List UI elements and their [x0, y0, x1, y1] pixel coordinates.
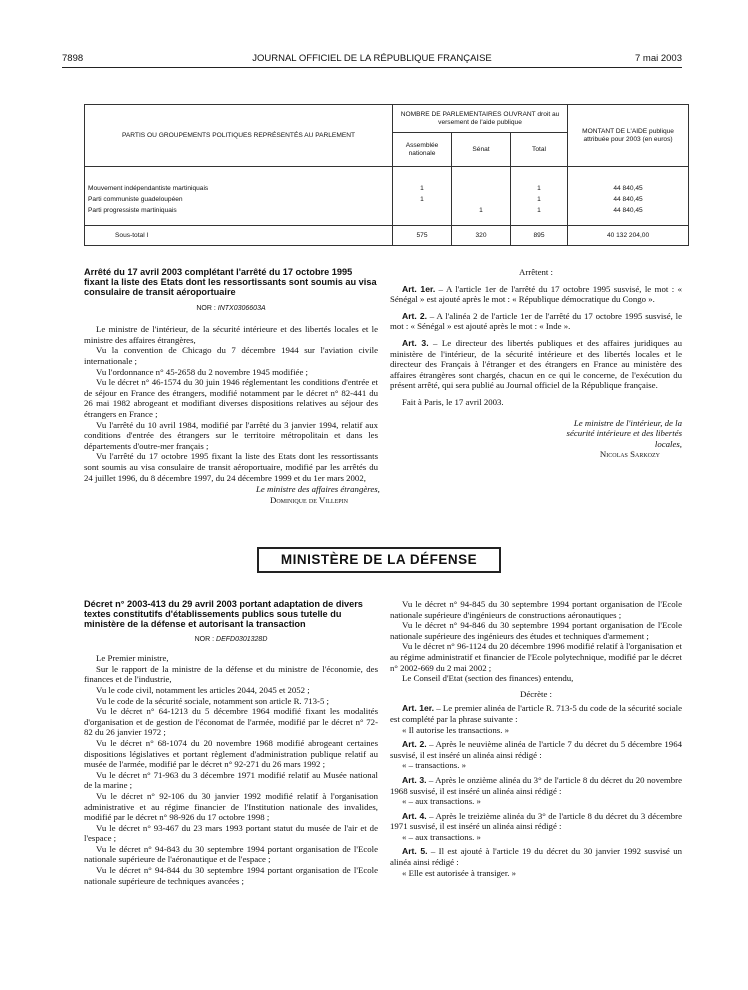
journal-title: JOURNAL OFFICIEL DE LA RÉPUBLIQUE FRANÇAISE	[252, 53, 492, 64]
paragraph: Le Conseil d'Etat (section des finances) entendu,	[402, 673, 574, 684]
article-quote: « – aux transactions. »	[402, 831, 481, 842]
table-subtotal-row: Sous-total I 575 320 895 40 132 204,00	[85, 226, 689, 246]
paragraph: Vu le code civil, notamment les articles 2044, 2045 et 2052 ;	[96, 684, 310, 695]
article: Art. 3. – Après le onzième alinéa du 3° de l'article 8 du décret du 20 novembre 1968 susvisé, il est inséré un alinéa ainsi rédigé :	[390, 774, 683, 796]
paragraph: Vu le décret n° 46-1574 du 30 juin 1946 réglementant les conditions d'entrée et de séjour en France des étrangers, modifié notamment par le décret n° 82-441 du 26 mai 1982 abrogeant et modifiant diverses dispositions relatives au séjour des étrangers en France ;	[84, 377, 378, 419]
paragraph: Vu le décret n° 94-846 du 30 septembre 1994 portant organisation de l'Ecole nationale supérieure des ingénieurs des études et techniques d'armement ;	[390, 620, 682, 641]
paragraph: Le ministre de l'intérieur, de la sécurité intérieure et des libertés locales et le ministre des affaires étrangères,	[84, 324, 378, 345]
table-row: Parti communiste guadeloupéen 1 1 44 840,45	[85, 192, 689, 203]
signature-role-1: Le ministre de l'intérieur, de la sécurité intérieure et des libertés locales,	[566, 417, 682, 449]
paragraph: Vu le décret n° 93-467 du 23 mars 1993 portant statut du musée de l'air et de l'espace ;	[84, 822, 378, 844]
paragraph: Vu l'arrêté du 10 avril 1984, modifié par l'arrêté du 3 janvier 1994, relatif aux conditions d'entrée des étrangers sur le territoire métropolitain et dans les départements d'outre-mer français ;	[84, 419, 378, 451]
arrete-right-column	[390, 267, 682, 460]
signature-name-2: Dominique de Villepin	[270, 494, 348, 505]
article: Art. 4. – Après le treizième alinéa du 3° de l'article 8 du décret du 3 décembre 1971 susvisé, il est inséré un alinéa ainsi rédigé :	[390, 810, 682, 832]
page-number: 7898	[62, 53, 84, 64]
decrete: Décrète :	[520, 688, 552, 699]
paragraph: Vu le décret n° 94-845 du 30 septembre 1994 portant organisation de l'Ecole nationale supérieure d'ingénieurs de constructions aéronautiques ;	[390, 599, 682, 620]
article: Art. 2. – A l'alinéa 2 de l'article 1er de l'arrêté du 17 octobre 1995 susvisé, le mot : « Sénégal » est ajouté après le mot : « Inde ».	[390, 310, 682, 332]
col-header-count: NOMBRE DE PARLEMENTAIRES OUVRANT droit au versement de l'aide publique	[393, 105, 568, 133]
table-row: Parti progressiste martiniquais 1 1 44 840,45	[85, 203, 689, 214]
article-quote: « – aux transactions. »	[402, 796, 481, 807]
issue-date: 7 mai 2003	[634, 53, 682, 64]
funding-table	[84, 104, 689, 246]
page-header	[62, 53, 682, 67]
article: Art. 3. – Le directeur des libertés publiques et des affaires juridiques au ministère de l'intérieur, de la sécurité intérieure et des libertés locales et le directeur des Français à l'étranger et des étrangers en France au ministère des affaires étrangères sont chargés, chacun en ce qui le concerne, de l'exécution du présent arrêté, qui sera publié au Journal officiel de la République française.	[390, 337, 682, 391]
paragraph: Vu l'ordonnance n° 45-2658 du 2 novembre 1945 modifiée ;	[96, 366, 308, 377]
signature-role-2: Le ministre des affaires étrangères,	[256, 484, 380, 494]
paragraph: Vu la convention de Chicago du 7 décembre 1944 sur l'aviation civile internationale ;	[84, 345, 378, 366]
header-rule	[62, 67, 682, 68]
article: Art. 1er. – Le premier alinéa de l'article R. 713-5 du code de la sécurité sociale est complété par la phrase suivante :	[390, 703, 683, 724]
paragraph: Vu le décret n° 92-106 du 30 janvier 1992 modifié relatif à l'organisation administrative et au régime financier de l'Institution nationale des invalides, modifié par le décret n° 98-926 du 17 octobre 1998 ;	[84, 790, 378, 823]
article: Art. 1er. – A l'article 1er de l'arrêté du 17 octobre 1995 susvisé, le mot : « Sénégal » est ajouté après le mot : « République démocratique du Congo ».	[390, 283, 682, 305]
paragraph: Vu le décret n° 96-1124 du 20 décembre 1996 modifié relatif à l'organisation et au régime administratif et financier de l'Ecole polytechnique, modifié par le décret n° 2002-669 du 2 mai 2002 ;	[390, 641, 682, 673]
arrete-title: Arrêté du 17 avril 2003 complétant l'arrêté du 17 octobre 1995 fixant la liste des Etats dont les ressortissants sont soumis au visa consulaire de transit aéroportuaire	[84, 267, 377, 298]
paragraph: Vu le décret n° 64-1213 du 5 décembre 1964 modifié fixant les modalités d'organisation et de gestion de l'économat de l'armée, modifié par le décret n° 72-82 du 26 janvier 1972 ;	[84, 706, 378, 738]
article: Art. 2. – Après le neuvième alinéa de l'article 7 du décret du 5 décembre 1964 susvisé, il est inséré un alinéa ainsi rédigé :	[390, 739, 683, 760]
paragraph: Vu le code de la sécurité sociale, notamment son article R. 713-5 ;	[96, 695, 330, 706]
col-header-party: PARTIS OU GROUPEMENTS POLITIQUES REPRÉSENTÉS AU PARLEMENT	[85, 105, 393, 167]
article-quote: « – transactions. »	[402, 760, 467, 771]
decret-title: Décret n° 2003-413 du 29 avril 2003 portant adaptation de divers textes constitutifs d'établissements publics sous tutelle du ministère de la défense et autorisant la transaction	[84, 599, 363, 630]
table-row: Mouvement indépendantiste martiniquais 1 1 44 840,45	[85, 181, 689, 192]
paragraph: Vu l'arrêté du 17 octobre 1995 fixant la liste des Etats dont les ressortissants sont soumis au visa consulaire de transit aéroportuaire, modifié par les arrêtés du 24 juillet 1996, du 8 décembre 1997, du 24 décembre 1999 et du 1er mars 2002,	[84, 451, 378, 483]
paragraph: Vu le décret n° 68-1074 du 20 novembre 1968 modifié abrogeant certaines dispositions législatives et portant règlement d'administration publique relatif au musée de l'armée, modifié par le décret n° 92-271 du 26 mars 1992 ;	[84, 737, 378, 770]
signature-name-1: Nicolas Sarkozy	[599, 449, 660, 460]
col-header-senat: Sénat	[452, 133, 511, 167]
signature-block-2	[256, 484, 456, 505]
paragraph: Vu le décret n° 94-843 du 30 septembre 1994 portant organisation de l'Ecole nationale supérieure de l'aéronautique et de l'espace ;	[84, 843, 378, 865]
col-header-amount: MONTANT DE L'AIDE publique attribuée pour 2003 (en euros)	[568, 105, 689, 167]
col-header-assemblee: Assemblée nationale	[393, 133, 452, 167]
paragraph: Le Premier ministre,	[96, 653, 169, 664]
ministry-banner: MINISTÈRE DE LA DÉFENSE	[257, 547, 501, 573]
fait-a: Fait à Paris, le 17 avril 2003.	[402, 396, 504, 407]
arrete-nor: NOR : INTX0306603A	[196, 304, 266, 312]
paragraph: Vu le décret n° 71-963 du 3 décembre 1971 modifié relatif au Musée national de la marine ;	[84, 769, 378, 791]
paragraph: Vu le décret n° 94-844 du 30 septembre 1994 portant organisation de l'Ecole nationale supérieure de techniques avancées ;	[84, 865, 378, 886]
col-header-total: Total	[511, 133, 568, 167]
article-quote: « Elle est autorisée à transiger. »	[402, 867, 517, 878]
decret-nor: NOR : DEFD0301328D	[194, 635, 268, 643]
paragraph: Sur le rapport de la ministre de la défense et du ministre de l'économie, des finances et de l'industrie,	[84, 663, 378, 685]
decret-right-column	[390, 599, 682, 878]
article: Art. 5. – Il est ajouté à l'article 19 du décret du 30 janvier 1992 susvisé un alinéa ainsi rédigé :	[390, 846, 682, 868]
arrete-left-column	[84, 267, 378, 483]
decret-left-column	[84, 599, 378, 886]
arretent: Arrêtent :	[519, 267, 553, 277]
article-quote: « Il autorise les transactions. »	[402, 724, 510, 735]
